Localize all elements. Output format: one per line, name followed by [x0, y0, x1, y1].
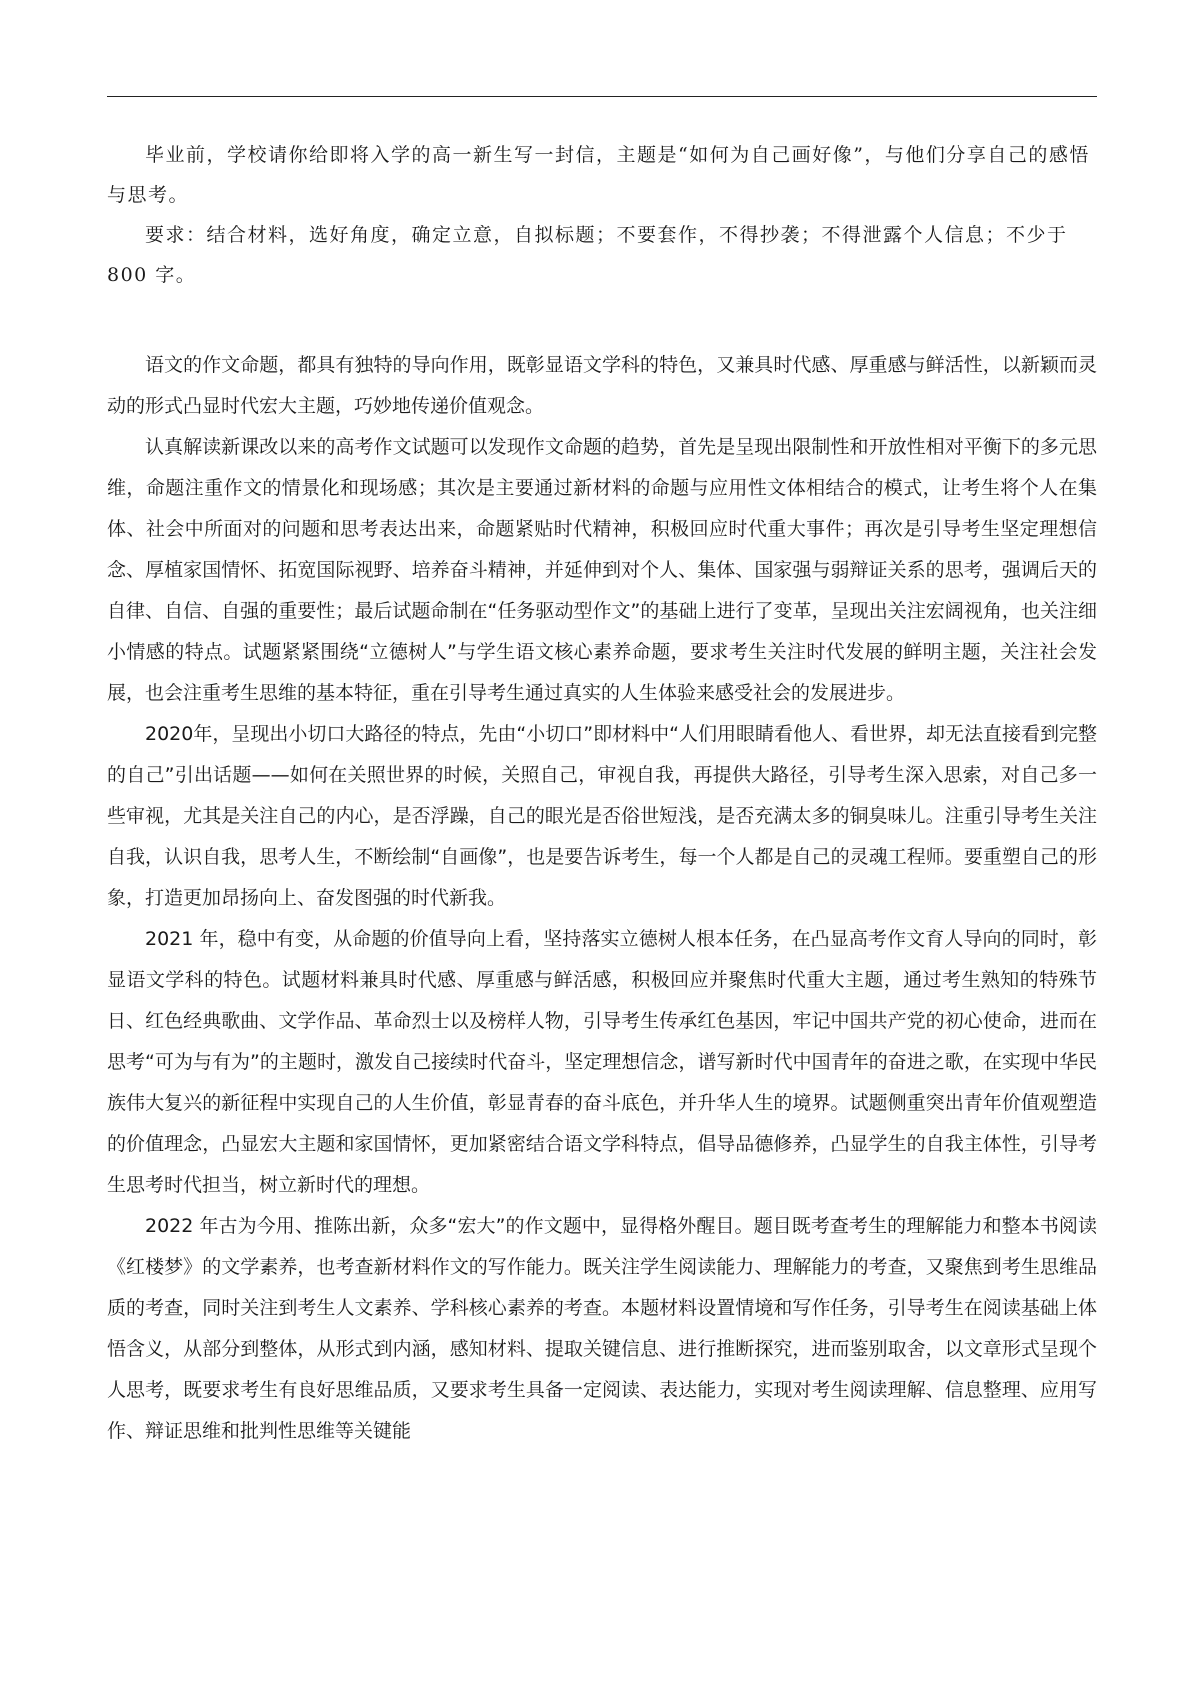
analysis-paragraph: 认真解读新课改以来的高考作文试题可以发现作文命题的趋势，首先是呈现出限制性和开放性相对平衡下的多元思维，命题注重作文的情景化和现场感；其次是主要通过新材料的命题与应用性文体相结合的模式，让考生将个人在集体、社会中所面对的问题和思考表达出来，命题紧贴时代精神，积极回应时代重大事件；再次是引导考生坚定理想信念、厚植家国情怀、拓宽国际视野、培养奋斗精神，并延伸到对个人、集体、国家强与弱辩证关系的思考，强调后天的自律、自信、自强的重要性；最后试题命制在“任务驱动型作文”的基础上进行了变革，呈现出关注宏阔视角，也关注细小情感的特点。试题紧紧围绕“立德树人”与学生语文核心素养命题，要求考生关注时代发展的鲜明主题，关注社会发展，也会注重考生思维的基本特征，重在引导考生通过真实的人生体验来感受社会的发展进步。: [107, 436, 1097, 704]
prompt-paragraph: 毕业前，学校请你给即将入学的高一新生写一封信，主题是“如何为自己画好像”，与他们分享自己的感悟与思考。: [107, 144, 1090, 206]
essay-analysis: [107, 345, 1097, 1452]
prompt-requirements: 要求：结合材料，选好角度，确定立意，自拟标题；不要套作，不得抄袭；不得泄露个人信息；不少于 800 字。: [107, 224, 1068, 286]
essay-prompt: [107, 135, 1097, 295]
header-rule: [107, 96, 1097, 97]
analysis-paragraph: 2020年，呈现出小切口大路径的特点，先由“小切口”即材料中“人们用眼睛看他人、看世界，却无法直接看到完整的自己”引出话题——如何在关照世界的时候，关照自己，审视自我，再提供大路径，引导考生深入思索，对自己多一些审视，尤其是关注自己的内心，是否浮躁，自己的眼光是否俗世短浅，是否充满太多的铜臭味儿。注重引导考生关注自我，认识自我，思考人生，不断绘制“自画像”，也是要告诉考生，每一个人都是自己的灵魂工程师。要重塑自己的形象，打造更加昂扬向上、奋发图强的时代新我。: [107, 723, 1097, 909]
analysis-paragraph: 语文的作文命题，都具有独特的导向作用，既彰显语文学科的特色，又兼具时代感、厚重感与鲜活性，以新颖而灵动的形式凸显时代宏大主题，巧妙地传递价值观念。: [107, 354, 1097, 417]
analysis-paragraph: 2021 年，稳中有变，从命题的价值导向上看，坚持落实立德树人根本任务，在凸显高考作文育人导向的同时，彰显语文学科的特色。试题材料兼具时代感、厚重感与鲜活感，积极回应并聚焦时代重大主题，通过考生熟知的特殊节日、红色经典歌曲、文学作品、革命烈士以及榜样人物，引导考生传承红色基因，牢记中国共产党的初心使命，进而在思考“可为与有为”的主题时，激发自己接续时代奋斗，坚定理想信念，谱写新时代中国青年的奋进之歌，在实现中华民族伟大复兴的新征程中实现自己的人生价值，彰显青春的奋斗底色，并升华人生的境界。试题侧重突出青年价值观塑造的价值理念，凸显宏大主题和家国情怀，更加紧密结合语文学科特点，倡导品德修养，凸显学生的自我主体性，引导考生思考时代担当，树立新时代的理想。: [107, 928, 1097, 1196]
analysis-paragraph: 2022 年古为今用、推陈出新，众多“宏大”的作文题中，显得格外醒目。题目既考查考生的理解能力和整本书阅读《红楼梦》的文学素养，也考查新材料作文的写作能力。既关注学生阅读能力、理解能力的考查，又聚焦到考生思维品质的考查，同时关注到考生人文素养、学科核心素养的考查。本题材料设置情境和写作任务，引导考生在阅读基础上体悟含义，从部分到整体，从形式到内涵，感知材料、提取关键信息、进行推断探究，进而鉴别取舍，以文章形式呈现个人思考，既要求考生有良好思维品质，又要求考生具备一定阅读、表达能力，实现对考生阅读理解、信息整理、应用写作、辩证思维和批判性思维等关键能: [107, 1215, 1097, 1442]
